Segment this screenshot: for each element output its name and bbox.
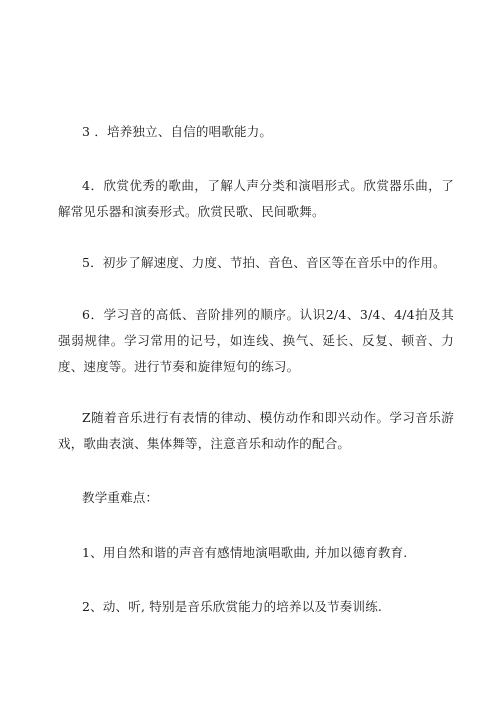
key-point-1: 1、用自然和谐的声音有感情地演唱歌曲, 并加以德育教育. — [82, 545, 408, 560]
section-heading-key-points: 教学重难点： — [82, 490, 159, 505]
paragraph-goal-6: 6．学习音的高低、音阶排列的顺序。认识2/4、3/4、4/4拍及其强弱规律。学习常用的记号，如连线、换气、延长、反复、顿音、力度、速度等。进行节奏和旋律短句的练习。 — [58, 307, 454, 374]
paragraph-goal-7: Z随着音乐进行有表情的律动、模仿动作和即兴动作。学习音乐游戏，歌曲表演、集体舞等，注意音乐和动作的配合。 — [58, 410, 454, 451]
paragraph-goal-4: 4．欣赏优秀的歌曲，了解人声分类和演唱形式。欣赏器乐曲，了解常见乐器和演奏形式。欣赏民歌、民间歌舞。 — [58, 178, 454, 219]
key-point-2: 2、动、听, 特别是音乐欣赏能力的培养以及节奏训练. — [82, 599, 383, 614]
paragraph-goal-5: 5．初步了解速度、力度、节拍、音色、音区等在音乐中的作用。 — [82, 255, 446, 270]
paragraph-goal-3: 3 ．培养独立、自信的唱歌能力。 — [82, 124, 273, 139]
